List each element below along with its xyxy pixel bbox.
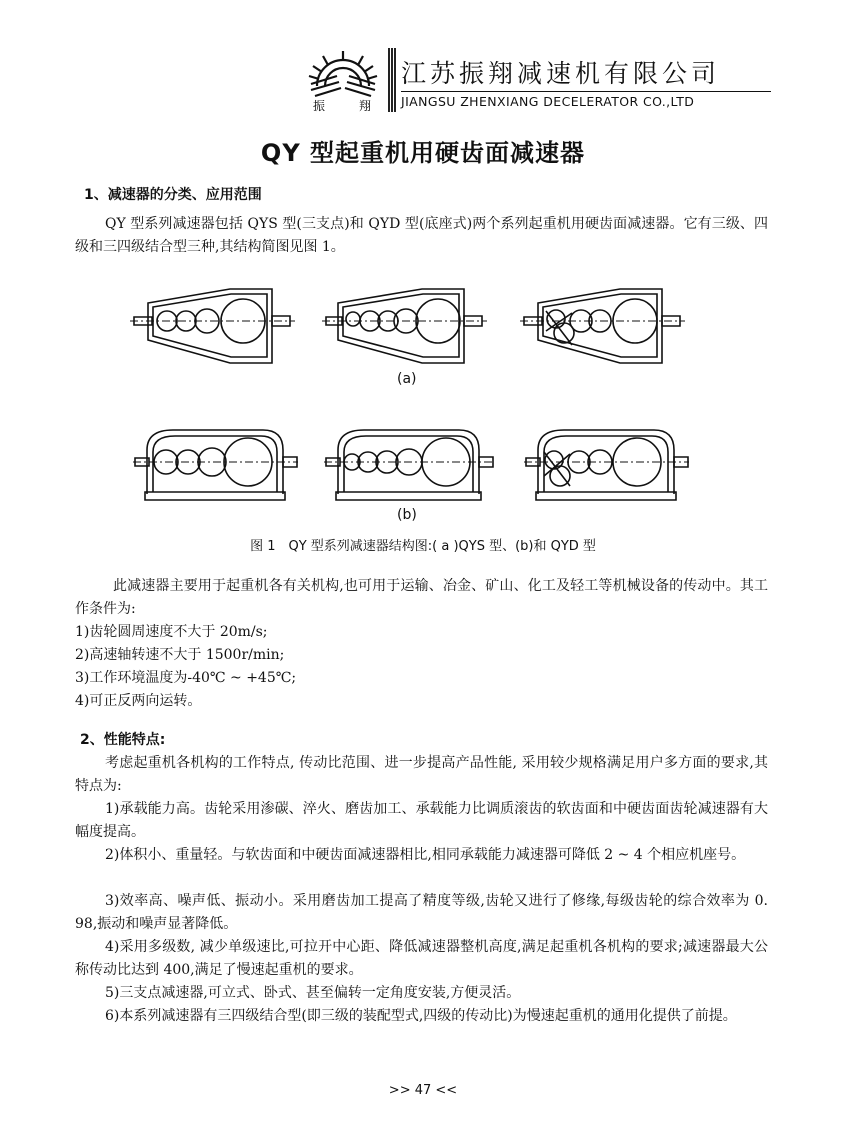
section-2-intro: 考虑起重机各机构的工作特点, 传动比范围、进一步提高产品性能, 采用较少规格满足用户多方面的要求,其特点为: — [75, 755, 768, 794]
gear-icon — [309, 51, 377, 96]
feature-item-2: 2)体积小、重量轻。与软齿面和中硬齿面减速器相比,相同承载能力减速器可降低 2 ~ 4 个相应机座号。 — [105, 847, 746, 863]
conditions-intro: 此减速器主要用于起重机各有关机构,也可用于运输、冶金、矿山、化工及轻工等机械设备的传动中。其工作条件为: — [75, 578, 768, 617]
section-2-heading: 2、性能特点: — [80, 732, 166, 748]
logo-char-2: 翔 — [359, 99, 372, 112]
diagram-qys-3 — [520, 283, 685, 368]
feature-item-1: 1)承载能力高。齿轮采用渗碳、淬火、磨齿加工、承载能力比调质滚齿的软齿面和中硬齿面齿轮减速器有大幅度提高。 — [75, 801, 768, 840]
diagram-qys-1 — [130, 283, 295, 368]
company-name-en: JIANGSU ZHENXIANG DECELERATOR CO.,LTD — [401, 94, 695, 109]
section-1-paragraph: QY 型系列减速器包括 QYS 型(三支点)和 QYD 型(底座式)两个系列起重机用硬齿面减速器。它有三级、四级和三四级结合型三种,其结构简图见图 1。 — [75, 216, 768, 255]
header-rule — [401, 91, 771, 92]
feature-item-3: 3)效率高、噪声低、振动小。采用磨齿加工提高了精度等级,齿轮又进行了修缘,每级齿轮的综合效率为 0. 98,振动和噪声显著降低。 — [75, 893, 768, 932]
company-name-cn: 江苏振翔减速机有限公司 — [401, 59, 721, 88]
condition-item-1: 1)齿轮圆周速度不大于 20m/s; — [75, 624, 268, 640]
header-stripe — [388, 48, 397, 112]
company-logo — [303, 46, 383, 112]
page-number: >> 47 << — [388, 1083, 458, 1098]
condition-item-3: 3)工作环境温度为-40℃ ~ +45℃; — [75, 670, 297, 686]
diagram-qyd-1 — [133, 422, 298, 504]
diagram-qyd-3 — [524, 422, 689, 504]
logo-char-1: 振 — [313, 99, 326, 112]
figure-label-a: (a) — [397, 371, 417, 387]
diagram-qyd-2 — [324, 422, 494, 504]
page-title: QY 型起重机用硬齿面减速器 — [260, 139, 586, 167]
figure-caption: 图 1 QY 型系列减速器结构图:( a )QYS 型、(b)和 QYD 型 — [250, 539, 596, 554]
feature-item-6: 6)本系列减速器有三四级结合型(即三级的装配型式,四级的传动比)为慢速起重机的通用化提供了前提。 — [105, 1008, 737, 1024]
diagram-qys-2 — [322, 283, 487, 368]
section-1-heading: 1、减速器的分类、应用范围 — [84, 187, 262, 203]
figure-label-b: (b) — [397, 507, 417, 523]
feature-item-5: 5)三支点减速器,可立式、卧式、甚至偏转一定角度安装,方便灵活。 — [105, 985, 521, 1001]
condition-item-2: 2)高速轴转速不大于 1500r/min; — [75, 647, 285, 663]
feature-item-4: 4)采用多级数, 减少单级速比,可拉开中心距、降低减速器整机高度,满足起重机各机构的要求;减速器最大公称传动比达到 400,满足了慢速起重机的要求。 — [75, 939, 768, 978]
condition-item-4: 4)可正反两向运转。 — [75, 693, 202, 709]
